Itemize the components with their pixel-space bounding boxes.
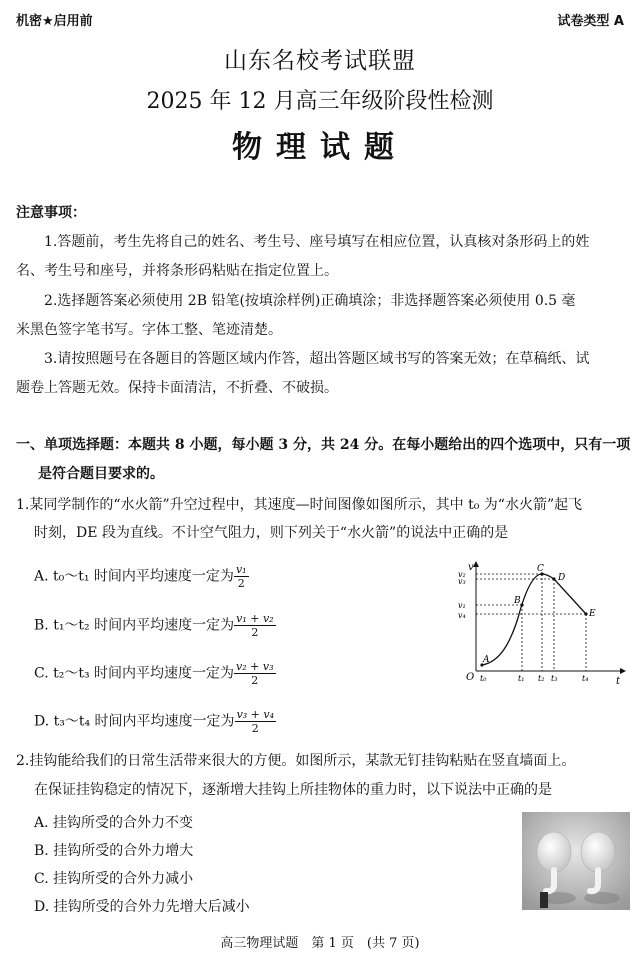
q1-option-d-fraction: $\frac{\text{v₃ + v₄}}{2}$ bbox=[236, 708, 275, 735]
point-b-label: B bbox=[514, 596, 521, 606]
point-d-label: D bbox=[558, 573, 566, 583]
q1-stem: 1.某同学制作的“水火箭”升空过程中，其速度—时间图像如图所示，其中 t₀ 为“水火箭”起飞 bbox=[16, 497, 583, 513]
q1-option-d[interactable]: D. t₃～t₄ 时间内平均速度一定为 $\frac{\text{v₃ + v₄}}{2}$ bbox=[34, 708, 275, 735]
point-e-label: E bbox=[589, 609, 596, 619]
guide-lines bbox=[476, 574, 586, 671]
v4-label: v₄ bbox=[458, 611, 466, 620]
v2-label: v₂ bbox=[458, 570, 466, 579]
point-a-label: A bbox=[483, 655, 490, 665]
q2-option-a[interactable]: A. 挂钩所受的合外力不变 bbox=[34, 815, 194, 831]
q2-option-b[interactable]: B. 挂钩所受的合外力增大 bbox=[34, 843, 194, 859]
velocity-curve bbox=[482, 574, 586, 665]
subject-title: 物理试题 bbox=[232, 130, 408, 165]
v-axis-label: v bbox=[468, 562, 474, 573]
section-1-heading: 一、单项选择题：本题共 8 小题，每小题 3 分，共 24 分。在每小题给出的四个选项中，只有一项 bbox=[16, 437, 631, 453]
v3-label: v₃ bbox=[458, 577, 466, 586]
q1-option-c[interactable]: C. t₂～t₃ 时间内平均速度一定为 $\frac{\text{v₂ + v₃}}{2}$ bbox=[34, 660, 274, 687]
q2-stem: 2.挂钩能给我们的日常生活带来很大的方便。如图所示，某款无钉挂钩粘贴在竖直墙面上。 bbox=[16, 753, 576, 769]
notice-item-2a: 2.选择题答案必须使用 2B 铅笔(按填涂样例)正确填涂；非选择题答案必须使用 0.5 毫 bbox=[44, 293, 576, 309]
t0-label: t₀ bbox=[480, 674, 487, 683]
notice-item-3a: 3.请按照题号在各题目的答题区域内作答，超出答题区域书写的答案无效；在草稿纸、试 bbox=[44, 351, 590, 367]
notice-item-1b: 名、考生号和座号，并将条形码粘贴在指定位置上。 bbox=[16, 263, 338, 279]
exam-date-title: 2025 年 12 月高三年级阶段性检测 bbox=[146, 89, 494, 114]
q1-stem-cont: 时刻，DE 段为直线。不计空气阻力，则下列关于“水火箭”的说法中正确的是 bbox=[34, 525, 509, 541]
t2-label: t₂ bbox=[538, 674, 545, 683]
t3-label: t₃ bbox=[551, 674, 558, 683]
hook-right bbox=[581, 832, 615, 872]
notice-item-2b: 米黑色签字笔书写。字体工整、笔迹清楚。 bbox=[16, 322, 282, 338]
t1-label: t₁ bbox=[518, 674, 525, 683]
q1-option-a-fraction: $\frac{\text{v₁}}{2}$ bbox=[235, 563, 247, 590]
notice-item-1a: 1.答题前，考生先将自己的姓名、考生号、座号填写在相应位置，认真核对条形码上的姓 bbox=[44, 234, 590, 250]
q1-option-b[interactable]: B. t₁～t₂ 时间内平均速度一定为 $\frac{\text{v₁ + v₂}}{2}$ bbox=[34, 612, 274, 639]
q2-stem-cont: 在保证挂钩稳定的情况下，逐渐增大挂钩上所挂物体的重力时，以下说法中正确的是 bbox=[34, 782, 552, 798]
velocity-time-graph bbox=[430, 558, 630, 688]
notice-item-3b: 题卷上答题无效。保持卡面清洁，不折叠、不破损。 bbox=[16, 380, 338, 396]
v1-label: v₁ bbox=[458, 601, 466, 610]
point-c-label: C bbox=[537, 564, 544, 574]
wall-hooks-photo bbox=[522, 812, 630, 910]
q2-option-c[interactable]: C. 挂钩所受的合外力减小 bbox=[34, 871, 194, 887]
q1-option-c-fraction: $\frac{\text{v₂ + v₃}}{2}$ bbox=[236, 660, 274, 687]
exam-union-title: 山东名校考试联盟 bbox=[224, 48, 416, 74]
notice-heading: 注意事项： bbox=[16, 205, 86, 221]
hook-left bbox=[537, 832, 571, 872]
confidential-label: 机密★启用前 bbox=[16, 14, 93, 29]
origin-label: O bbox=[466, 672, 475, 683]
q1-option-a[interactable]: A. t₀～t₁ 时间内平均速度一定为 $\frac{\text{v₁}}{2}$ bbox=[34, 563, 247, 590]
section-1-heading-cont: 是符合题目要求的。 bbox=[38, 466, 164, 482]
paper-type-label: 试卷类型 A bbox=[557, 14, 624, 29]
t-axis-label: t bbox=[616, 676, 621, 687]
q1-option-b-fraction: $\frac{\text{v₁ + v₂}}{2}$ bbox=[236, 612, 274, 639]
t4-label: t₄ bbox=[582, 674, 589, 683]
q2-option-d[interactable]: D. 挂钩所受的合外力先增大后减小 bbox=[34, 899, 250, 915]
page-footer: 高三物理试题 第 1 页 (共 7 页) bbox=[220, 936, 420, 951]
curve-points bbox=[480, 572, 587, 666]
